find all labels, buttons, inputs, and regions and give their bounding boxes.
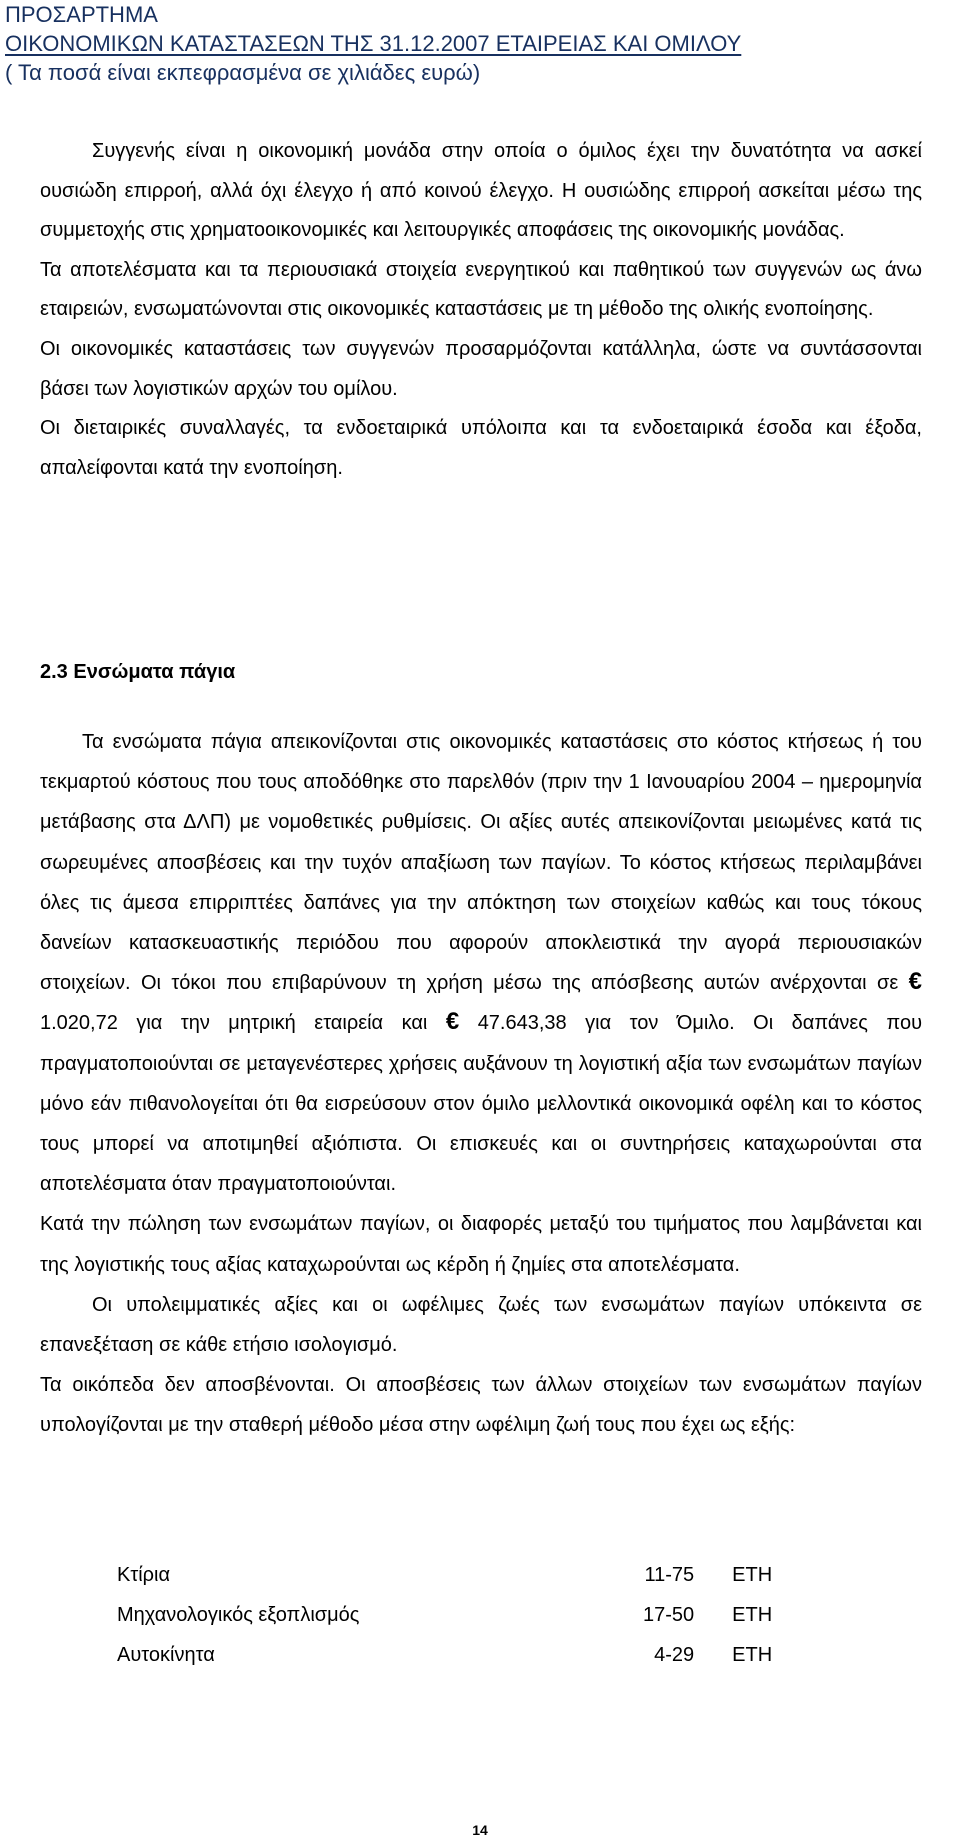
euro-icon: € xyxy=(908,968,923,996)
header-subtitle: ΟΙΚΟΝΟΜΙΚΩΝ ΚΑΤΑΣΤΑΣΕΩΝ ΤΗΣ 31.12.2007 ΕΤΑΙΡΕΙΑΣ ΚΑΙ ΟΜΙΛΟΥ xyxy=(5,31,742,56)
asset-name: Κτίρια xyxy=(117,1564,171,1586)
paragraph-intercompany-eliminations: Οι διεταιρικές συναλλαγές, τα ενδοεταιρικά υπόλοιπα και τα ενδοεταιρικά έσοδα και έξοδα, απαλείφονται κατά την ενοποίηση. xyxy=(40,417,922,479)
paragraph-associates-adjustments: Οι οικονομικές καταστάσεις των συγγενών προσαρμόζονται κατάλληλα, ώστε να συντάσσονται βάσει των λογιστικών αρχών του ομίλου. xyxy=(40,337,922,400)
asset-name: Μηχανολογικός εξοπλισμός xyxy=(117,1604,360,1626)
useful-life-unit: ΕΤΗ xyxy=(732,1604,773,1626)
table-row xyxy=(117,1595,837,1635)
paragraph-associates-definition: Συγγενής είναι η οικονομική μονάδα στην οποία ο όμιλος έχει την δυνατότητα να ασκεί ουσιώδη επιρροή, αλλά όχι έλεγχο ή από κοινού έλεγχο. Η ουσιώδης επιρροή ασκείται μέσω της συμμετοχής στις χρηματοοικονομικές και λειτουργικές αποφάσεις της οικονομικής μονάδας. xyxy=(40,140,922,242)
page-number: 14 xyxy=(472,1822,488,1838)
paragraph-tangible-assets-valuation xyxy=(40,722,922,1204)
paragraph-depreciation: Τα οικόπεδα δεν αποσβένονται. Οι αποσβέσεις των άλλων στοιχείων των ενσωμάτων παγίων υπολογίζονται με την σταθερή μέθοδο μέσα στην ωφέλιμη ζωή τους που έχει ως εξής: xyxy=(40,1374,922,1437)
group-interest-amount: 47.643,38 για τον Όμιλο. Οι δαπάνες που πραγματοποιούνται σε μεταγενέστερες χρήσεις αυξάνουν τη λογιστική αξία των ενσωμάτων παγίων μόνο εάν πιθανολογείται ότι θα εισρεύσουν στον όμιλο μελλοντικά οικονομικά οφέλη και το κόστος τους μπορεί να αποτιμηθεί αξιόπιστα. Οι επισκευές και οι συντηρήσεις καταχωρούνται στα αποτελέσματα όταν πραγματοποιούνται. xyxy=(40,1012,923,1196)
paragraph-text: Τα ενσώματα πάγια απεικονίζονται στις οικονομικές καταστάσεις στο κόστος κτήσεως ή του τεκμαρτού κόστους που τους αποδόθηκε στο παρελθόν (πριν την 1 Ιανουαρίου 2004 – ημερομηνία μετάβασης στα ΔΛΠ) με νομοθετικές ρυθμίσεις. Οι αξίες αυτές απεικονίζονται μειωμένες κατά τις σωρευμένες αποσβέσεις και την τυχόν απαξίωση των παγίων. Το κόστος κτήσεως περιλαμβάνει όλες τις άμεσα επιρριπτέες δαπάνες για την απόκτηση των στοιχείων καθώς και τους τόκους δανείων κατασκευαστικής περιόδου που αφορούν αποκλειστικά την αγορά περιουσιακών στοιχείων. Οι τόκοι που επιβαρύνουν τη χρήση μέσω της απόσβεσης αυτών ανέρχονται σε xyxy=(40,731,922,995)
useful-life-table xyxy=(117,1555,837,1675)
useful-life-range: 11-75 xyxy=(644,1564,695,1586)
useful-life-unit: ΕΤΗ xyxy=(732,1644,773,1666)
useful-life-unit: ΕΤΗ xyxy=(732,1564,773,1586)
asset-name: Αυτοκίνητα xyxy=(117,1644,215,1666)
paragraph-associates-results: Τα αποτελέσματα και τα περιουσιακά στοιχεία ενεργητικού και παθητικού των συγγενών ως άνω εταιρειών, ενσωματώνονται στις οικονομικές καταστάσεις με τη μέθοδο της ολικής ενοποίησης. xyxy=(40,258,922,321)
parent-interest-amount: 1.020,72 για την μητρική εταιρεία και xyxy=(40,1012,428,1035)
table-row xyxy=(117,1555,837,1595)
associates-section xyxy=(40,132,922,488)
document-header xyxy=(5,0,955,87)
table-row xyxy=(117,1635,837,1675)
header-title: ΠΡΟΣΑΡΤΗΜΑ xyxy=(5,2,158,27)
paragraph-disposals: Κατά την πώληση των ενσωμάτων παγίων, οι διαφορές μεταξύ του τιμήματος που λαμβάνεται και της λογιστικής τους αξίας καταχωρούνται ως κέρδη ή ζημίες στα αποτελέσματα. xyxy=(40,1213,922,1276)
useful-life-range: 4-29 xyxy=(654,1644,695,1666)
useful-life-range: 17-50 xyxy=(642,1604,695,1626)
section-heading-tangible-assets: 2.3 Ενσώματα πάγια xyxy=(40,661,236,683)
header-currency-note: ( Τα ποσά είναι εκπεφρασμένα σε χιλιάδες ευρώ) xyxy=(5,60,481,85)
euro-icon: € xyxy=(445,1008,460,1036)
paragraph-residual-values: Οι υπολειμματικές αξίες και οι ωφέλιμες ζωές των ενσωμάτων παγίων υπόκειντα σε επανεξέταση σε κάθε ετήσιο ισολογισμό. xyxy=(40,1293,922,1357)
tangible-assets-section xyxy=(40,722,922,1446)
